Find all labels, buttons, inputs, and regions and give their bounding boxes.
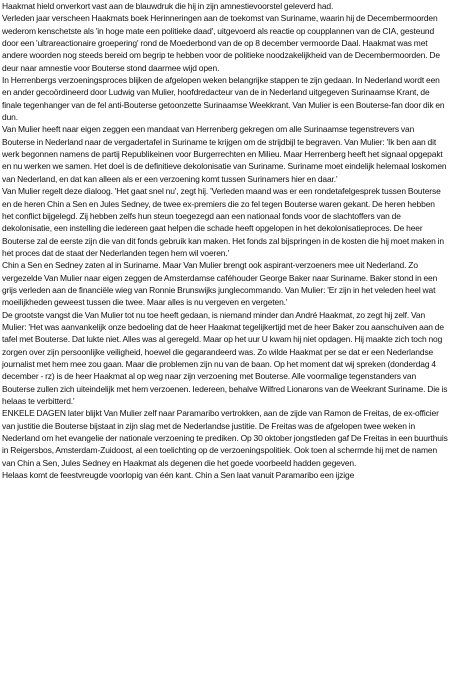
paragraph-biggest-catch: De grootste vangst die Van Mulier tot nu toe heeft gedaan, is niemand minder dan André Haakmat, zo zegt hij zelf. Van Mulier: 'Het was aanvankelijk onze bedoeling dat de heer Haakmat tegelijkertijd met de heer Baker zou aanschuiven aan de tafel met Bouterse. Dat lukte niet. Alles was al geregeld. Maar op het uur U kwam hij niet opdagen. Hij maakte zich toch nog zorgen over zijn persoonlijke veiligheid, hoewel die gegarandeerd was. Zo wilde Haakmat per se dat er een Nederlandse journalist met hem mee zou gaan. Maar die problemen zijn nu van de baan. Op het moment dat wij spreken (donderdag 4 december - rz) is de heer Haakmat al op weg naar zijn verzoening met Bouterse. Alle voormalige tegenstanders van Bouterse zullen zich uiteindelijk met hem verzoenen. Iedereen, behalve Wilfred Lionarons van de Weekrant Suriname. Die is helaas te verbitterd.' bbox=[2, 309, 448, 406]
paragraph-dialogue: Van Mulier regelt deze dialoog. 'Het gaat snel nu', zegt hij. 'Verleden maand was er een rondetafelgesprek tussen Bouterse en de heren Chin a Sen en Jules Sedney, de twee ex-premiers die zo fel tegen Bouterse waren gekant. De heren hebben het conflict bijgelegd. Zij hebben zelfs hun steun toegezegd aan een nationaal fonds voor de slachtoffers van de dekolonisatie, een instelling die iedereen gaat helpen die schade heeft opgelopen in het dekolonisatieproces. De heer Bouterse zal de eerste zijn die van dit fonds gebruik kan maken. Het fonds zal bijspringen in de kosten die hij moet maken in het proces dat de staat der Nederlanden tegen hem wil voeren.' bbox=[2, 186, 444, 258]
paragraph-enkele-dagen: ENKELE DAGEN later blijkt Van Mulier zelf naar Paramaribo vertrokken, aan de zijde van Ramon de Freitas, de ex-officier van justitie die Bouterse bijstaat in zijn slag met de Nederlandse justitie. De Freitas was de afgelopen twee weken in Nederland om het evangelie der nationale verzoening te prediken. Op 30 oktober jongstleden gaf De Freitas in een buurthuis in Reigersbos, Amsterdam-Zuidoost, al een toelichting op de verzoeningspolitiek. Ook toen al schermde hij met de namen van Chin a Sen, Jules Sedney en Haakmat als degenen die het goede voorbeeld hadden gegeven. bbox=[2, 408, 448, 468]
paragraph-chin-a-sen-sedney: Chin a Sen en Sedney zaten al in Suriname. Maar Van Mulier brengt ook aspirant-verzoeners mee uit Nederland. Zo vergezelde Van Mulier naar eigen zeggen de Amsterdamse caféhouder George Baker naar Suriname. Baker stond in een grijs verleden aan de financiële wieg van Ronnie Brunswijks junglecommando. Van Mulier: 'Er zijn in het veleden heel wat moeilijkheden geweest tussen die twee. Maar alles is nu vergeven en vergeten.' bbox=[2, 260, 438, 308]
paragraph-van-mulier-mandate: Van Mulier heeft naar eigen zeggen een mandaat van Herrenberg gekregen om alle Surinaamse tegenstrevers van Bouterse in Nederland naar de vergadertafel in Suriname te krijgen om de strijdbijl te begraven. Van Mulier: 'Ik ben aan dit werk begonnen namens de partij Republikeinen voor Burgerrechten en Milieu. Maar Herrenberg heeft het signaal opgepakt en nu werken we samen. Het doel is de definitieve dekolonisatie van Suriname. Suriname moet eindelijk helemaal loskomen van Nederland, en dat kan alleen als er een verzoening komt tussen Surinamers hier en daar.' bbox=[2, 124, 447, 184]
paragraph-helaas: Helaas komt de feestvreugde voorlopig van één kant. Chin a Sen laat vanuit Paramaribo een ijzige bbox=[2, 470, 355, 481]
paragraph-herrenberg-process: In Herrenbergs verzoeningsproces blijken de afgelopen weken belangrijke stappen te zijn gedaan. In Nederland wordt een en ander gecoördineerd door Ludwig van Mulier, hoofdredacteur van de in Nederland uitgegeven Surinaamse Krant, de finale tegenhanger van de fel anti-Bouterse getoonzette Surinaamse Weekkrant. Van Mulier is een Bouterse-fan door dik en dun. bbox=[2, 75, 445, 123]
paragraph-haakmat-book: Verleden jaar verscheen Haakmats boek Herinneringen aan de toekomst van Suriname, waarin hij de Decembermoorden wederom kenschetste als 'in hoge mate een politieke daad', uitgevoerd als reactie op coupplannen van de CIA, gesteund door een 'ultrareactionaire groepering' rond de Moederbond van de op 8 december vermoorde Daal. Haakmat was met andere woorden nog steeds bereid om begrip te hebben voor de politieke noodzakelijkheid van de Decembermoorden. De deur naar amnestie voor Bouterse stond daarmee wijd open. bbox=[2, 13, 440, 73]
paragraph-haakmat-blueprint: Haakmat hield onverkort vast aan de blauwdruk die hij in zijn amnestievoorstel geleverd had. bbox=[2, 1, 334, 11]
